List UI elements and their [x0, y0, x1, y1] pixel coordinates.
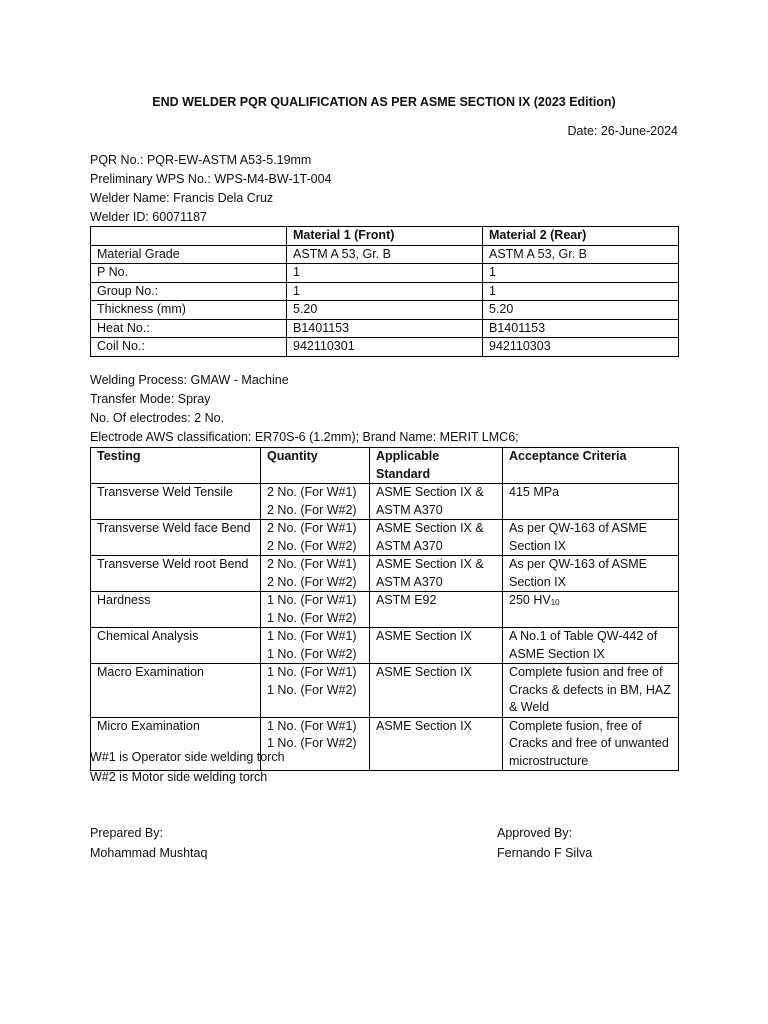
quantity-w1: 2 No. (For W#1)	[267, 485, 357, 499]
table-cell: 1	[483, 282, 679, 301]
table-row	[91, 264, 679, 283]
prepared-by-block	[90, 823, 207, 863]
test-quantity	[261, 592, 370, 628]
approved-by-label: Approved By:	[497, 826, 573, 840]
quantity-w1: 1 No. (For W#1)	[267, 718, 357, 733]
test-quantity	[261, 664, 370, 718]
table-cell: 942110301	[287, 338, 483, 357]
column-header: Material 1 (Front)	[287, 227, 483, 246]
quantity-w2: 1 No. (For W#2)	[267, 682, 357, 697]
table-row	[91, 338, 679, 357]
table-row	[91, 484, 679, 520]
wps-number: Preliminary WPS No.: WPS-M4-BW-1T-004	[90, 172, 332, 186]
testing-table	[90, 447, 679, 771]
table-cell: Group No.:	[91, 282, 287, 301]
welding-process: Welding Process: GMAW - Machine	[90, 373, 289, 387]
prepared-by-label: Prepared By:	[90, 826, 163, 840]
table-row	[91, 319, 679, 338]
table-cell: Thickness (mm)	[91, 301, 287, 320]
test-criteria: Complete fusion, free of Cracks and free of unwanted microstructure	[503, 717, 679, 771]
table-header-row	[91, 227, 679, 246]
test-criteria: As per QW-163 of ASME Section IX	[503, 556, 679, 592]
welder-id: Welder ID: 60071187	[90, 210, 207, 224]
quantity-w2: 1 No. (For W#2)	[267, 646, 357, 661]
table-row	[91, 520, 679, 556]
test-standard: ASME Section IX & ASTM A370	[370, 520, 503, 556]
test-quantity	[261, 520, 370, 556]
test-standard: ASME Section IX	[370, 664, 503, 718]
quantity-w2: 2 No. (For W#2)	[267, 502, 357, 517]
criteria-subscript: 10	[550, 598, 560, 607]
note-w2: W#2 is Motor side welding torch	[90, 770, 268, 784]
torch-notes	[90, 747, 285, 787]
test-criteria	[503, 592, 679, 628]
test-criteria: A No.1 of Table QW-442 of ASME Section IX	[503, 628, 679, 664]
test-name: Transverse Weld face Bend	[91, 520, 261, 556]
table-cell: P No.	[91, 264, 287, 283]
test-name: Transverse Weld Tensile	[91, 484, 261, 520]
column-header: Acceptance Criteria	[503, 448, 679, 484]
note-w1: W#1 is Operator side welding torch	[90, 750, 285, 764]
prepared-by-name: Mohammad Mushtaq	[90, 846, 208, 860]
table-row	[91, 245, 679, 264]
column-header: Material 2 (Rear)	[483, 227, 679, 246]
table-row	[91, 301, 679, 320]
quantity-w1: 1 No. (For W#1)	[267, 629, 357, 643]
test-criteria: 415 MPa	[503, 484, 679, 520]
table-cell: 1	[287, 264, 483, 283]
quantity-w1: 1 No. (For W#1)	[267, 665, 357, 679]
test-standard: ASME Section IX & ASTM A370	[370, 484, 503, 520]
welder-name: Welder Name: Francis Dela Cruz	[90, 191, 274, 205]
table-cell: B1401153	[483, 319, 679, 338]
pqr-number: PQR No.: PQR-EW-ASTM A53-5.19mm	[90, 153, 312, 167]
table-cell: ASTM A 53, Gr. B	[287, 245, 483, 264]
document-date: Date: 26-June-2024	[567, 124, 678, 138]
table-cell: Heat No.:	[91, 319, 287, 338]
column-header: Quantity	[261, 448, 370, 484]
test-name: Micro Examination	[91, 717, 261, 771]
test-criteria: Complete fusion and free of Cracks & defects in BM, HAZ & Weld	[503, 664, 679, 718]
test-standard: ASTM E92	[370, 592, 503, 628]
pqr-info-block	[90, 151, 331, 227]
test-criteria: As per QW-163 of ASME Section IX	[503, 520, 679, 556]
quantity-w2: 2 No. (For W#2)	[267, 574, 357, 589]
table-header-row	[91, 448, 679, 484]
table-row	[91, 628, 679, 664]
table-cell: B1401153	[287, 319, 483, 338]
column-header	[91, 227, 287, 246]
approved-by-name: Fernando F Silva	[497, 846, 593, 860]
transfer-mode: Transfer Mode: Spray	[90, 392, 211, 406]
test-name: Chemical Analysis	[91, 628, 261, 664]
electrode-count: No. Of electrodes: 2 No.	[90, 411, 225, 425]
test-name: Hardness	[91, 592, 261, 628]
electrode-classification: Electrode AWS classification: ER70S-6 (1.2mm); Brand Name: MERIT LMC6;	[90, 430, 519, 444]
quantity-w2: 1 No. (For W#2)	[267, 736, 357, 750]
table-row	[91, 664, 679, 718]
test-quantity	[261, 628, 370, 664]
materials-table	[90, 226, 679, 357]
table-row	[91, 556, 679, 592]
document-title: END WELDER PQR QUALIFICATION AS PER ASME SECTION IX (2023 Edition)	[152, 95, 616, 109]
test-standard: ASME Section IX	[370, 717, 503, 771]
test-standard: ASME Section IX & ASTM A370	[370, 556, 503, 592]
test-standard: ASME Section IX	[370, 628, 503, 664]
approved-by-block	[497, 823, 592, 863]
criteria-text: 250 HV	[509, 593, 551, 607]
quantity-w1: 2 No. (For W#1)	[267, 557, 357, 571]
quantity-w1: 2 No. (For W#1)	[267, 521, 357, 535]
test-quantity	[261, 484, 370, 520]
table-cell: 1	[287, 282, 483, 301]
table-cell: Material Grade	[91, 245, 287, 264]
quantity-w2: 2 No. (For W#2)	[267, 538, 357, 553]
quantity-w2: 1 No. (For W#2)	[267, 610, 357, 625]
test-name: Transverse Weld root Bend	[91, 556, 261, 592]
welding-process-block	[90, 371, 519, 447]
quantity-w1: 1 No. (For W#1)	[267, 593, 357, 607]
table-cell: Coil No.:	[91, 338, 287, 357]
table-cell: 5.20	[483, 301, 679, 320]
column-header: Applicable Standard	[370, 448, 503, 484]
table-cell: 942110303	[483, 338, 679, 357]
table-cell: ASTM A 53, Gr. B	[483, 245, 679, 264]
test-name: Macro Examination	[91, 664, 261, 718]
table-cell: 5.20	[287, 301, 483, 320]
table-row	[91, 592, 679, 628]
table-row	[91, 282, 679, 301]
column-header: Testing	[91, 448, 261, 484]
test-quantity	[261, 556, 370, 592]
table-cell: 1	[483, 264, 679, 283]
